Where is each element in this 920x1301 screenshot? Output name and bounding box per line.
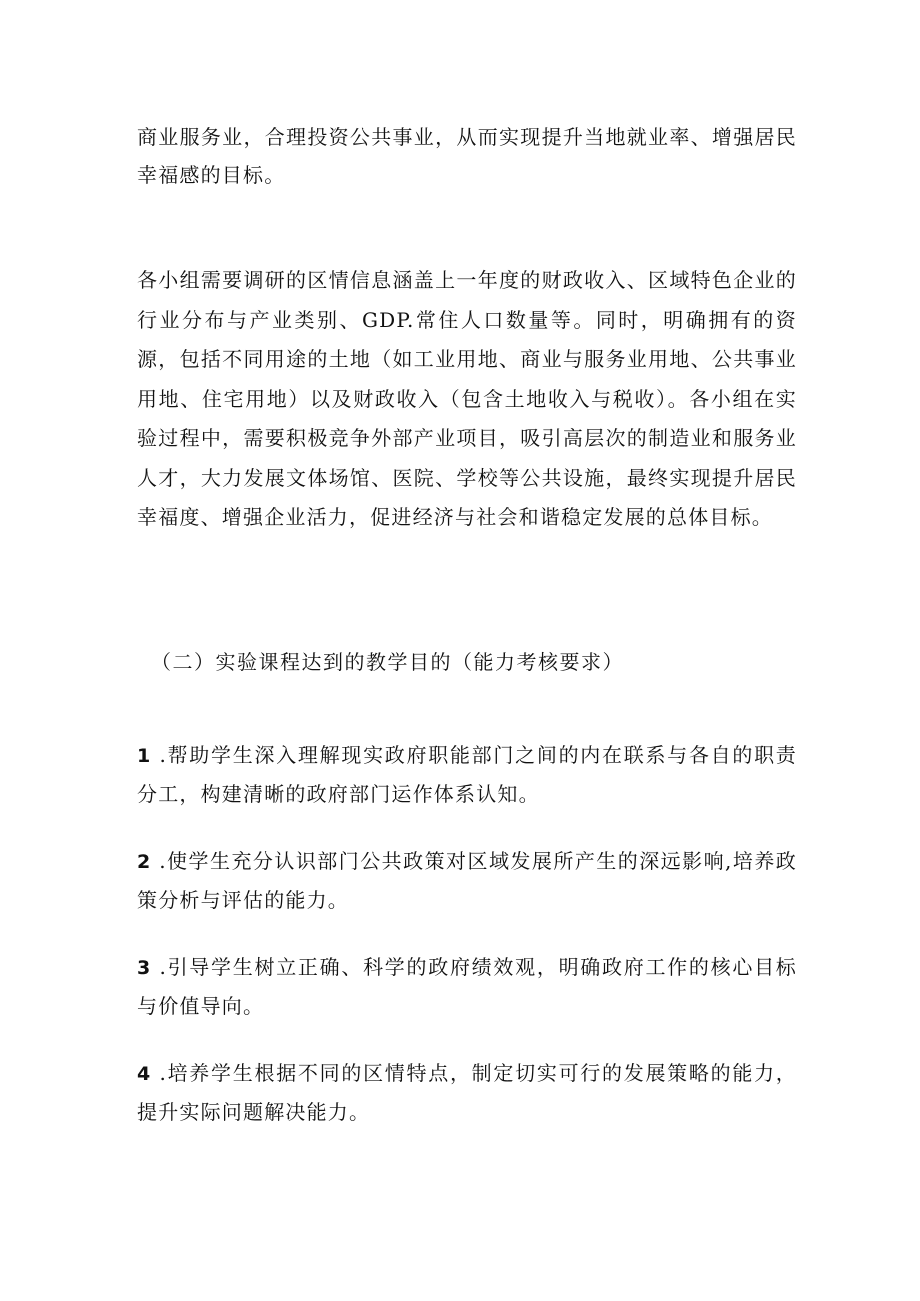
list-item-text: .帮助学生深入理解现实政府职能部门之间的内在联系与各自的职责分工，构建清晰的政府部门运作体系认知。 [137,743,797,806]
paragraph-2: 各小组需要调研的区情信息涵盖上一年度的财政收入、区域特色企业的行业分布与产业类别、GDP.常住人口数量等。同时，明确拥有的资源，包括不同用途的土地（如工业用地、商业与服务业用地、公共事业用地、住宅用地）以及财政收入（包含土地收入与税收）。各小组在实验过程中，需要积极竞争外部产业项目，吸引高层次的制造业和服务业人才，大力发展文体场馆、医院、学校等公共设施，最终实现提升居民幸福度、增强企业活力，促进经济与社会和谐稳定发展的总体目标。 [137,268,797,529]
list-item-number: 4 [137,1063,152,1085]
list-item [137,736,797,813]
list-item-number: 1 [137,745,152,767]
list-item-text: .使学生充分认识部门公共政策对区域发展所产生的深远影响,培养政策分析与评估的能力。 [137,849,797,912]
section-heading: （二）实验课程达到的教学目的（能力考核要求） [151,650,624,674]
list-item-text: .引导学生树立正确、科学的政府绩效观，明确政府工作的核心目标与价值导向。 [137,955,797,1018]
list-item-number: 2 [137,851,152,873]
list-item [137,842,797,919]
list-item [137,1054,797,1131]
list-item-number: 3 [137,957,152,979]
list-item-text: .培养学生根据不同的区情特点，制定切实可行的发展策略的能力，提升实际问题解决能力。 [137,1061,797,1124]
list-item [137,948,797,1025]
paragraph-1: 商业服务业，合理投资公共事业，从而实现提升当地就业率、增强居民幸福感的目标。 [137,125,797,187]
